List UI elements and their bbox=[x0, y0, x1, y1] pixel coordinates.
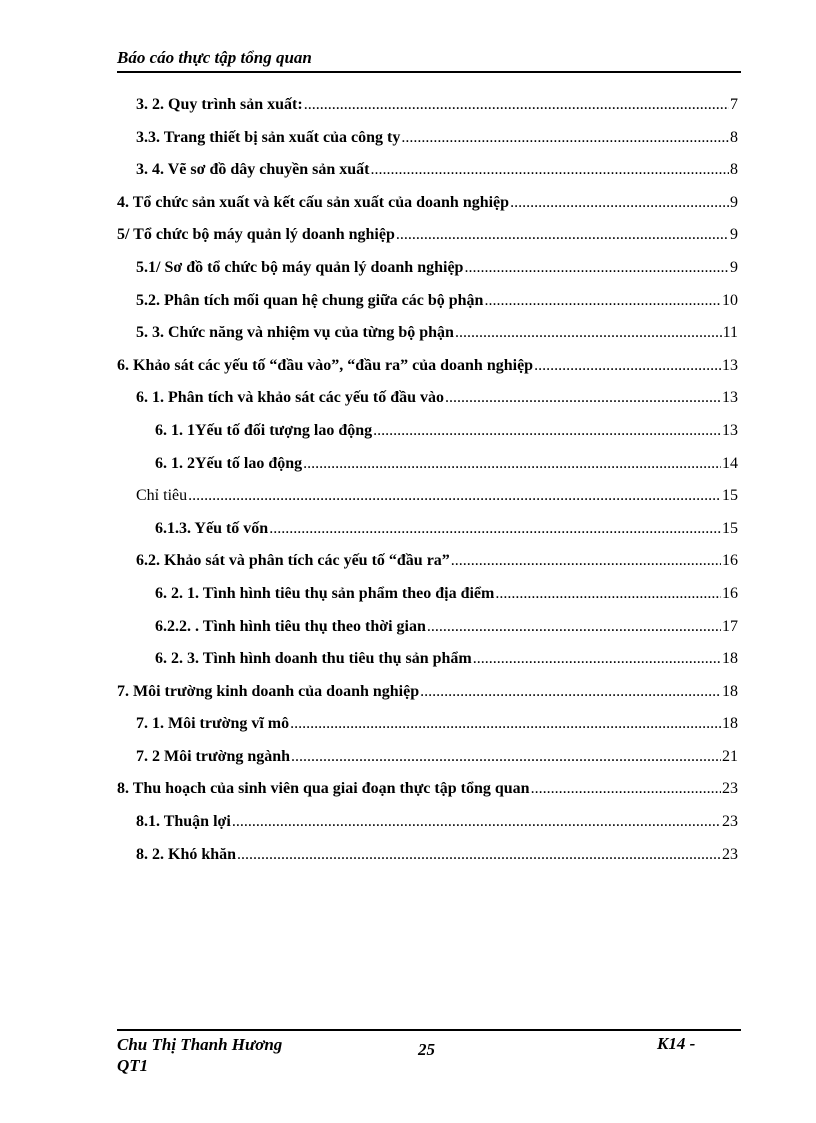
toc-entry-text: Chỉ tiêu bbox=[136, 487, 188, 505]
toc-entry[interactable] bbox=[117, 455, 738, 488]
toc-entry-text: 3. 2. Quy trình sản xuất: bbox=[136, 96, 303, 113]
toc-entry[interactable] bbox=[117, 552, 738, 585]
toc-entry-text: 6. 1. Phân tích và khảo sát các yếu tố đầu vào bbox=[136, 389, 445, 407]
toc-leader-dots bbox=[188, 487, 721, 505]
toc-entry[interactable] bbox=[117, 813, 738, 846]
toc-entry-page: 21 bbox=[722, 747, 738, 765]
toc-entry-text: 6.2. Khảo sát và phân tích các yếu tố “đầu ra” bbox=[136, 552, 450, 570]
toc-entry-text: 6. 1. 2Yếu tố lao động bbox=[155, 454, 303, 472]
toc-entry-text: 3.3. Trang thiết bị sản xuất của công ty bbox=[136, 128, 401, 146]
toc-entry-page: 23 bbox=[722, 813, 738, 831]
toc-entry-page: 11 bbox=[722, 324, 738, 342]
toc-entry-text: 6.2.2. . Tình hình tiêu thụ theo thời gian bbox=[155, 617, 426, 635]
toc-entry-text: 6. 1. 1Yếu tố đối tượng lao động bbox=[155, 421, 373, 439]
toc-entry[interactable] bbox=[117, 194, 738, 227]
toc-leader-dots bbox=[455, 324, 722, 342]
toc-entry-text: 8. Thu hoạch của sinh viên qua giai đoạn thực tập tổng quan bbox=[117, 780, 530, 798]
toc-entry-text: 5. 3. Chức năng và nhiệm vụ của từng bộ phận bbox=[136, 324, 454, 342]
toc-leader-dots bbox=[373, 422, 721, 440]
toc-entry-text: 8. 2. Khó khăn bbox=[136, 845, 237, 863]
toc-entry-page: 16 bbox=[722, 584, 738, 602]
toc-leader-dots bbox=[371, 161, 730, 179]
toc-entry[interactable] bbox=[117, 585, 738, 618]
toc-entry[interactable] bbox=[117, 650, 738, 683]
toc-entry-text: 8.1. Thuận lợi bbox=[136, 813, 231, 831]
toc-entry-page: 13 bbox=[722, 389, 738, 407]
toc-entry-text: 6. 2. 1. Tình hình tiêu thụ sản phẩm theo địa điểm bbox=[155, 584, 495, 602]
footer-author: Chu Thị Thanh Hương QT1 bbox=[117, 1035, 283, 1075]
toc-entry-page: 15 bbox=[722, 487, 738, 505]
toc-entry-page: 16 bbox=[722, 552, 738, 570]
toc-entry-page: 15 bbox=[722, 519, 738, 537]
toc-leader-dots bbox=[269, 520, 721, 538]
toc-entry-text: 7. 1. Môi trường vĩ mô bbox=[136, 715, 290, 733]
toc-entry-page: 9 bbox=[730, 226, 738, 244]
toc-leader-dots bbox=[534, 357, 721, 375]
toc-entry[interactable] bbox=[117, 846, 738, 879]
toc-entry-page: 13 bbox=[722, 356, 738, 374]
header-divider bbox=[117, 71, 741, 73]
toc-leader-dots bbox=[427, 618, 721, 636]
toc-entry-page: 18 bbox=[722, 650, 738, 668]
toc-leader-dots bbox=[451, 552, 721, 570]
toc-entry-text: 7. Môi trường kinh doanh của doanh nghiệp bbox=[117, 682, 420, 700]
page-header-title: Báo cáo thực tập tổng quan bbox=[117, 48, 312, 67]
toc-entry-text: 6. Khảo sát các yếu tố “đầu vào”, “đầu ra” của doanh nghiệp bbox=[117, 356, 534, 374]
table-of-contents bbox=[117, 96, 738, 878]
toc-leader-dots bbox=[464, 259, 729, 277]
toc-entry-text: 4. Tổ chức sản xuất và kết cấu sản xuất của doanh nghiệp bbox=[117, 193, 510, 211]
toc-entry-page: 13 bbox=[722, 421, 738, 439]
toc-entry-page: 7 bbox=[730, 96, 738, 113]
toc-entry[interactable] bbox=[117, 324, 738, 357]
toc-leader-dots bbox=[495, 585, 721, 603]
toc-leader-dots bbox=[291, 748, 721, 766]
toc-entry-page: 10 bbox=[722, 291, 738, 309]
toc-entry[interactable] bbox=[117, 357, 738, 390]
toc-leader-dots bbox=[473, 650, 721, 668]
toc-leader-dots bbox=[304, 96, 729, 114]
toc-entry[interactable] bbox=[117, 618, 738, 651]
toc-entry[interactable] bbox=[117, 422, 738, 455]
toc-entry[interactable] bbox=[117, 259, 738, 292]
toc-leader-dots bbox=[420, 683, 721, 701]
toc-entry[interactable] bbox=[117, 683, 738, 716]
toc-entry-text: 5.2. Phân tích mối quan hệ chung giữa các bộ phận bbox=[136, 291, 484, 309]
toc-entry[interactable] bbox=[117, 129, 738, 162]
footer-divider bbox=[117, 1029, 741, 1031]
toc-entry[interactable] bbox=[117, 226, 738, 259]
footer-class-label: K14 - bbox=[657, 1034, 696, 1053]
toc-entry-text: 3. 4. Vẽ sơ đồ dây chuyền sản xuất bbox=[136, 161, 370, 179]
toc-entry-page: 8 bbox=[730, 128, 738, 146]
toc-leader-dots bbox=[510, 194, 729, 212]
toc-entry[interactable] bbox=[117, 715, 738, 748]
toc-entry[interactable] bbox=[117, 748, 738, 781]
toc-leader-dots bbox=[401, 129, 729, 147]
toc-leader-dots bbox=[232, 813, 721, 831]
toc-entry[interactable] bbox=[117, 292, 738, 325]
toc-entry-page: 18 bbox=[722, 682, 738, 700]
toc-entry-page: 8 bbox=[730, 161, 738, 179]
toc-leader-dots bbox=[531, 780, 721, 798]
toc-entry[interactable] bbox=[117, 487, 738, 520]
toc-entry-page: 14 bbox=[722, 454, 738, 472]
toc-entry-text: 5.1/ Sơ đồ tổ chức bộ máy quản lý doanh nghiệp bbox=[136, 258, 464, 276]
toc-leader-dots bbox=[396, 226, 729, 244]
toc-entry-text: 5/ Tổ chức bộ máy quản lý doanh nghiệp bbox=[117, 226, 395, 244]
toc-entry[interactable] bbox=[117, 520, 738, 553]
toc-entry-text: 7. 2 Môi trường ngành bbox=[136, 747, 291, 765]
toc-entry[interactable] bbox=[117, 96, 738, 129]
toc-entry-page: 9 bbox=[730, 258, 738, 276]
toc-leader-dots bbox=[237, 846, 721, 864]
toc-leader-dots bbox=[484, 292, 721, 310]
toc-entry-text: 6. 2. 3. Tình hình doanh thu tiêu thụ sản phẩm bbox=[155, 650, 472, 668]
footer-page-number: 25 bbox=[418, 1040, 435, 1059]
toc-entry-page: 18 bbox=[722, 715, 738, 733]
toc-entry[interactable] bbox=[117, 161, 738, 194]
toc-entry-page: 23 bbox=[722, 845, 738, 863]
toc-entry[interactable] bbox=[117, 780, 738, 813]
toc-entry-text: 6.1.3. Yếu tố vốn bbox=[155, 519, 269, 537]
toc-entry-page: 9 bbox=[730, 193, 738, 211]
toc-leader-dots bbox=[290, 715, 721, 733]
toc-entry-page: 17 bbox=[722, 617, 738, 635]
toc-entry-page: 23 bbox=[722, 780, 738, 798]
toc-leader-dots bbox=[303, 455, 721, 473]
toc-leader-dots bbox=[445, 389, 721, 407]
toc-entry[interactable] bbox=[117, 389, 738, 422]
